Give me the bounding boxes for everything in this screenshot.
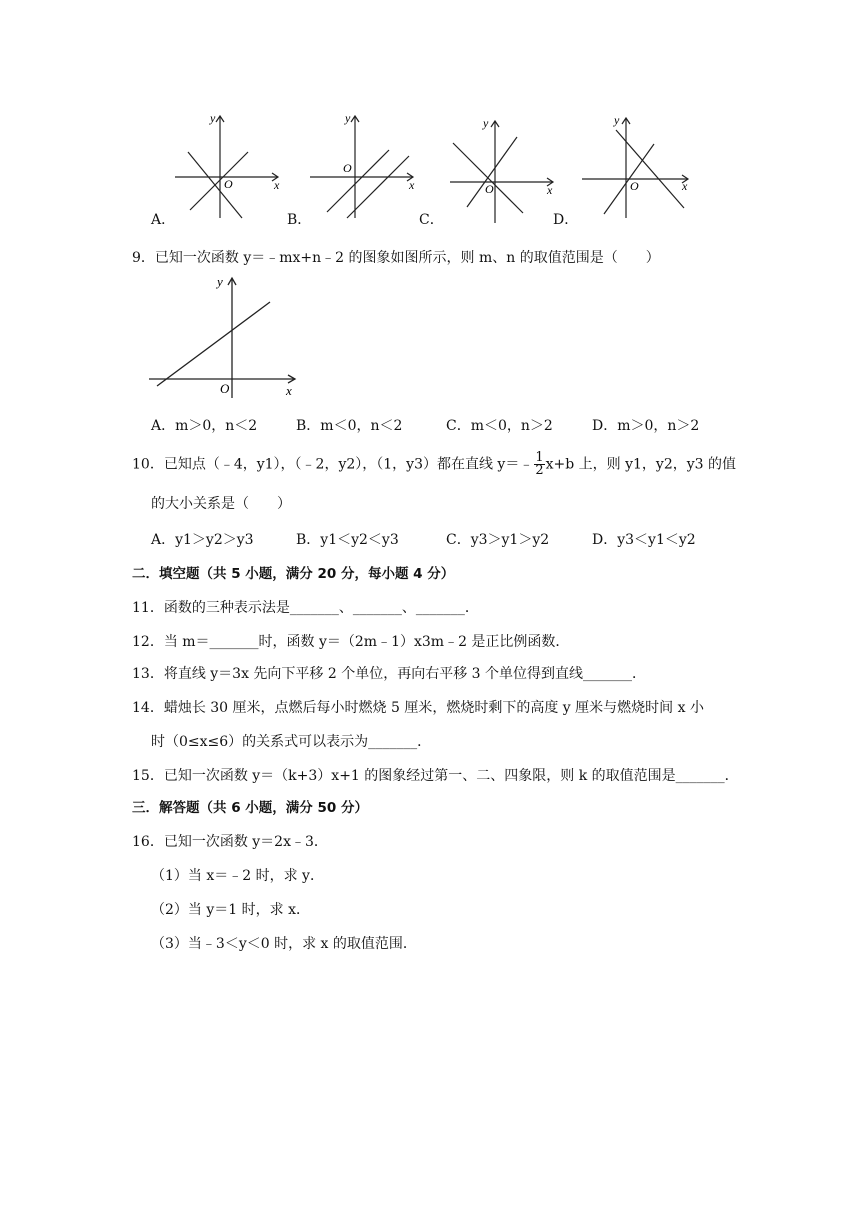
q10-stem-post: x+b 上，则 y1，y2，y3 的值: [545, 456, 737, 473]
q8-graph-b: [305, 110, 420, 220]
q14-line2: 时（0≤x≤6）的关系式可以表示为_______．: [151, 734, 432, 750]
q8-option-a-label[interactable]: A．: [151, 212, 176, 228]
q10-option-a[interactable]: A．y1＞y2＞y3: [151, 532, 254, 548]
origin-label: O: [343, 161, 352, 175]
origin-label: O: [485, 182, 494, 196]
q10-option-b[interactable]: B．y1＜y2＜y3: [296, 532, 399, 548]
q13: 13．将直线 y＝3x 先向下平移 2 个单位，再向右平移 3 个单位得到直线_______．: [132, 666, 647, 682]
q16-part3: （3）当﹣3＜y＜0 时，求 x 的取值范围．: [151, 936, 417, 952]
q8-graph-a: [170, 110, 285, 220]
q10-stem-pre: 10．已知点（﹣4，y1），（﹣2，y2），（1，y3）都在直线 y＝﹣: [132, 456, 534, 473]
q9-option-c[interactable]: C．m＜0，n＞2: [446, 418, 553, 434]
origin-label: O: [630, 179, 639, 193]
axis-x-label: x: [547, 183, 553, 197]
q12: 12．当 m＝_______时，函数 y＝（2m﹣1）x3m﹣2 是正比例函数．: [132, 634, 570, 650]
axis-x-label: x: [409, 178, 415, 192]
axis-y-label: y: [483, 116, 489, 130]
q10-option-d[interactable]: D．y3＜y1＜y2: [592, 532, 696, 548]
axis-y-label: y: [614, 113, 620, 127]
q9-option-b[interactable]: B．m＜0，n＜2: [296, 418, 403, 434]
q10-fraction-numerator: 1: [535, 450, 544, 465]
q11: 11．函数的三种表示法是_______、_______、_______．: [132, 600, 479, 616]
q8-option-c-label[interactable]: C．: [419, 212, 444, 228]
axis-y-label: y: [210, 111, 216, 125]
q8-option-d-label[interactable]: D．: [553, 212, 579, 228]
q10-fraction-denominator: 2: [535, 463, 544, 478]
q10-stem-line2: 的大小关系是（ ）: [151, 496, 291, 512]
axis-y-label: y: [345, 111, 351, 125]
q9-option-a[interactable]: A．m＞0，n＜2: [151, 418, 258, 434]
q8-graph-d: [580, 110, 695, 220]
origin-label: O: [220, 381, 230, 396]
q16: 16．已知一次函数 y＝2x﹣3．: [132, 834, 328, 850]
q10-option-c[interactable]: C．y3＞y1＞y2: [446, 532, 550, 548]
axis-x-label: x: [682, 179, 688, 193]
q9-option-d[interactable]: D．m＞0，n＞2: [592, 418, 700, 434]
q16-part1: （1）当 x＝﹣2 时，求 y．: [151, 868, 324, 884]
q10-stem: [132, 452, 736, 477]
q8-option-b-label[interactable]: B．: [287, 212, 312, 228]
axis-y-label: y: [217, 274, 223, 289]
q9-stem: 9．已知一次函数 y＝﹣mx+n﹣2 的图象如图所示，则 m、n 的取值范围是（ ）: [132, 250, 660, 266]
axis-x-label: x: [286, 383, 292, 398]
q8-graph-c: [445, 115, 560, 225]
q9-graph: [145, 272, 305, 400]
q10-fraction: [534, 452, 544, 477]
q16-part2: （2）当 y＝1 时，求 x．: [151, 902, 310, 918]
axis-x-label: x: [274, 178, 280, 192]
q15: 15．已知一次函数 y＝（k+3）x+1 的图象经过第一、二、四象限，则 k 的取值范围是_______．: [132, 768, 739, 784]
section2-heading: 二．填空题（共 5 小题，满分 20 分，每小题 4 分）: [132, 566, 455, 582]
origin-label: O: [224, 177, 233, 191]
q14-line1: 14．蜡烛长 30 厘米，点燃后每小时燃烧 5 厘米，燃烧时剩下的高度 y 厘米与燃烧时间 x 小: [132, 700, 704, 716]
section3-heading: 三．解答题（共 6 小题，满分 50 分）: [132, 800, 368, 816]
